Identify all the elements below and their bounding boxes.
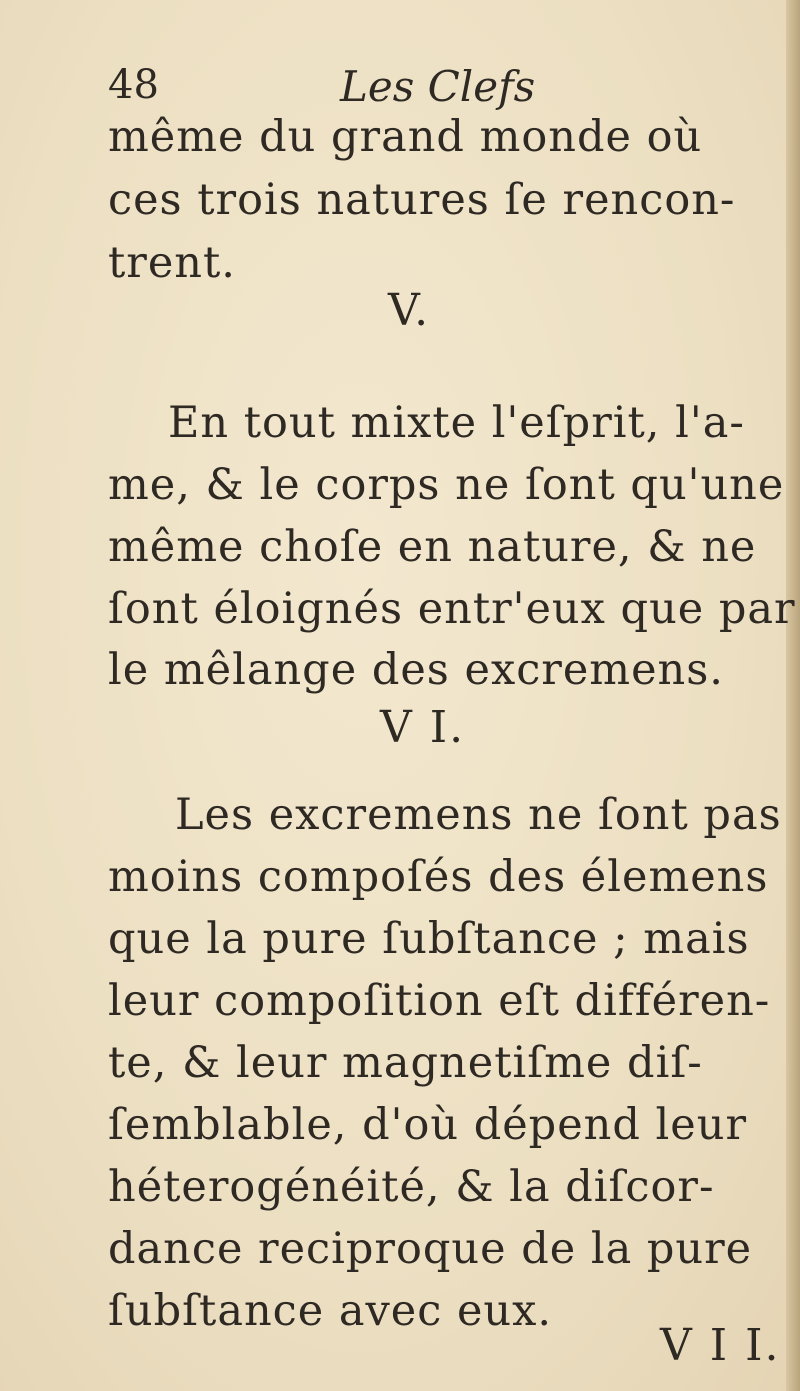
- page-header: [108, 62, 748, 112]
- text-line: ſubſtance avec eux.: [108, 1286, 553, 1336]
- section-heading-v: V.: [388, 285, 431, 336]
- text-line: moins compoſés des élemens: [108, 852, 769, 902]
- text-line: que la pure ſubſtance ; mais: [108, 914, 750, 964]
- page-number: 48: [108, 62, 159, 108]
- text-line: leur compoſition eſt différen-: [108, 976, 771, 1026]
- text-line: trent.: [108, 238, 236, 288]
- section-heading-vi: V I.: [380, 702, 466, 753]
- text-line: te, & leur magnetiſme diſ-: [108, 1038, 703, 1088]
- text-line: même choſe en nature, & ne: [108, 522, 757, 572]
- text-line: même du grand monde où: [108, 112, 703, 162]
- text-line: Les excremens ne ſont pas: [175, 790, 782, 840]
- text-line: ſemblable, d'où dépend leur: [108, 1100, 747, 1150]
- running-title: Les Clefs: [340, 62, 536, 111]
- text-line: dance reciproque de la pure: [108, 1224, 753, 1274]
- text-line: héterogénéité, & la diſcor-: [108, 1162, 715, 1212]
- text-line: me, & le corps ne ſont qu'une: [108, 460, 785, 510]
- page-edge: [786, 0, 800, 1391]
- text-line: ces trois natures ſe rencon-: [108, 175, 736, 225]
- text-line: ſont éloignés entr'eux que par: [108, 584, 796, 634]
- text-line: le mêlange des excremens.: [108, 645, 724, 695]
- text-line: En tout mixte l'eſprit, l'a-: [168, 398, 745, 448]
- section-heading-vii: V I I.: [660, 1320, 781, 1371]
